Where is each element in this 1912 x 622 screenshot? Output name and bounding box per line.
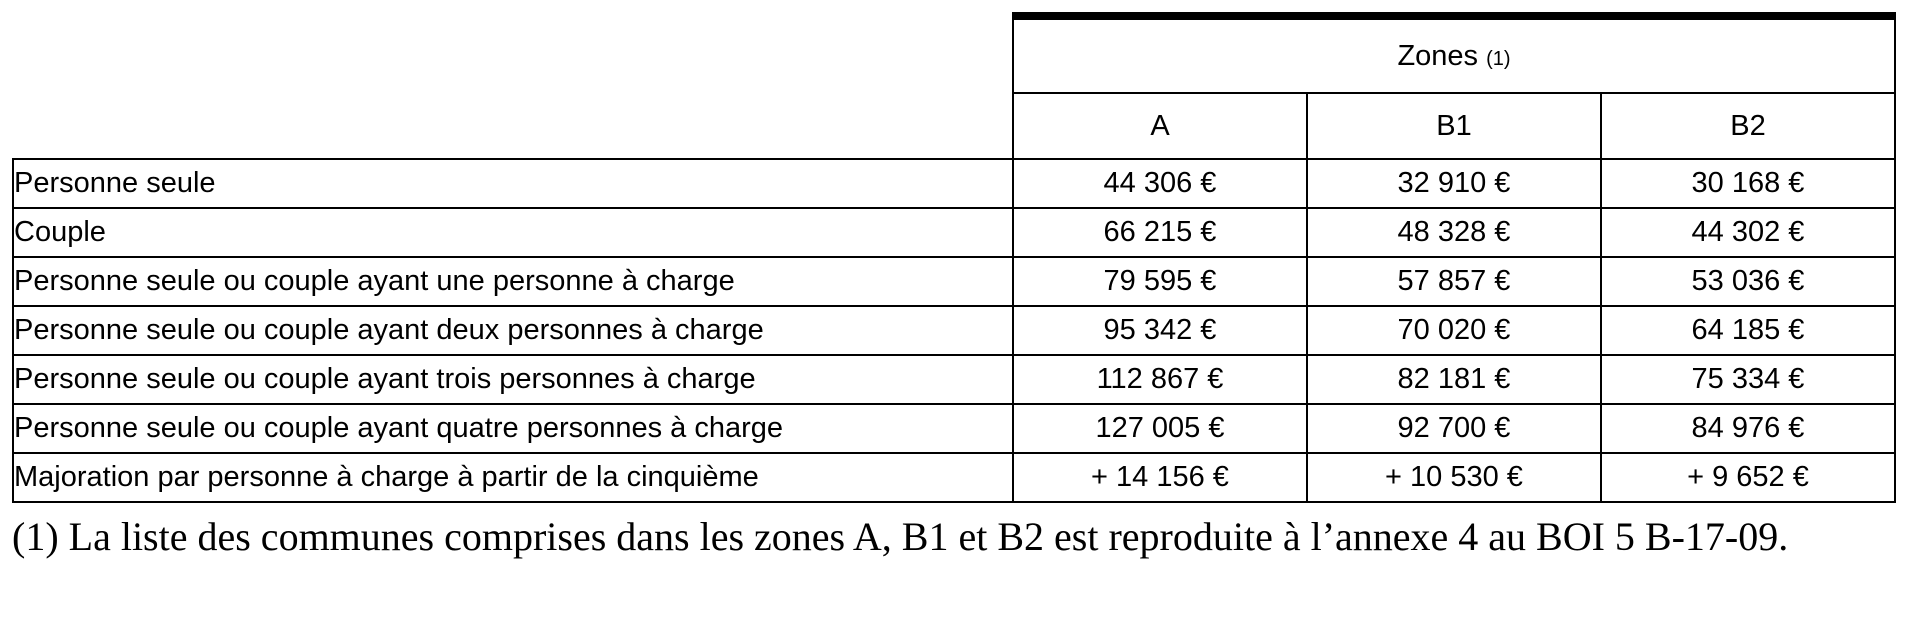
column-header-zone-b2: B2: [1601, 93, 1895, 159]
table-row: [13, 257, 1895, 306]
cell-zone-b2: 84 976 €: [1601, 404, 1895, 453]
cell-zone-a: 79 595 €: [1013, 257, 1307, 306]
cell-zone-b1: 70 020 €: [1307, 306, 1601, 355]
row-label: Personne seule ou couple ayant une personne à charge: [13, 257, 1013, 306]
zones-header-row: [13, 16, 1895, 93]
zones-header-cell: [1013, 16, 1895, 93]
cell-zone-b1: + 10 530 €: [1307, 453, 1601, 502]
row-label: Couple: [13, 208, 1013, 257]
table-row: [13, 404, 1895, 453]
cell-zone-a: 66 215 €: [1013, 208, 1307, 257]
table-row: [13, 453, 1895, 502]
income-ceiling-table: [12, 12, 1896, 503]
cell-zone-b2: 30 168 €: [1601, 159, 1895, 208]
row-label: Personne seule ou couple ayant quatre personnes à charge: [13, 404, 1013, 453]
cell-zone-b1: 82 181 €: [1307, 355, 1601, 404]
table-row: [13, 208, 1895, 257]
cell-zone-b2: 64 185 €: [1601, 306, 1895, 355]
cell-zone-b2: 53 036 €: [1601, 257, 1895, 306]
cell-zone-b2: 75 334 €: [1601, 355, 1895, 404]
column-header-zone-a: A: [1013, 93, 1307, 159]
row-label: Majoration par personne à charge à partir de la cinquième: [13, 453, 1013, 502]
cell-zone-a: 95 342 €: [1013, 306, 1307, 355]
row-label: Personne seule ou couple ayant deux personnes à charge: [13, 306, 1013, 355]
footnote: (1) La liste des communes comprises dans les zones A, B1 et B2 est reproduite à l’annexe 4 au BOI 5 B-17-09.: [12, 514, 1789, 559]
row-label: Personne seule: [13, 159, 1013, 208]
column-header-zone-b1: B1: [1307, 93, 1601, 159]
table-row: [13, 355, 1895, 404]
cell-zone-b1: 92 700 €: [1307, 404, 1601, 453]
table-row: [13, 306, 1895, 355]
cell-zone-a: 127 005 €: [1013, 404, 1307, 453]
row-label: Personne seule ou couple ayant trois personnes à charge: [13, 355, 1013, 404]
cell-zone-b2: + 9 652 €: [1601, 453, 1895, 502]
table-row: [13, 159, 1895, 208]
cell-zone-a: + 14 156 €: [1013, 453, 1307, 502]
cell-zone-b2: 44 302 €: [1601, 208, 1895, 257]
cell-zone-a: 44 306 €: [1013, 159, 1307, 208]
zones-footnote-ref: (1): [1486, 47, 1511, 70]
cell-zone-a: 112 867 €: [1013, 355, 1307, 404]
cell-zone-b1: 32 910 €: [1307, 159, 1601, 208]
cell-zone-b1: 57 857 €: [1307, 257, 1601, 306]
cell-zone-b1: 48 328 €: [1307, 208, 1601, 257]
zones-header-label: Zones: [1397, 39, 1479, 72]
empty-corner-cell: [13, 16, 1013, 159]
